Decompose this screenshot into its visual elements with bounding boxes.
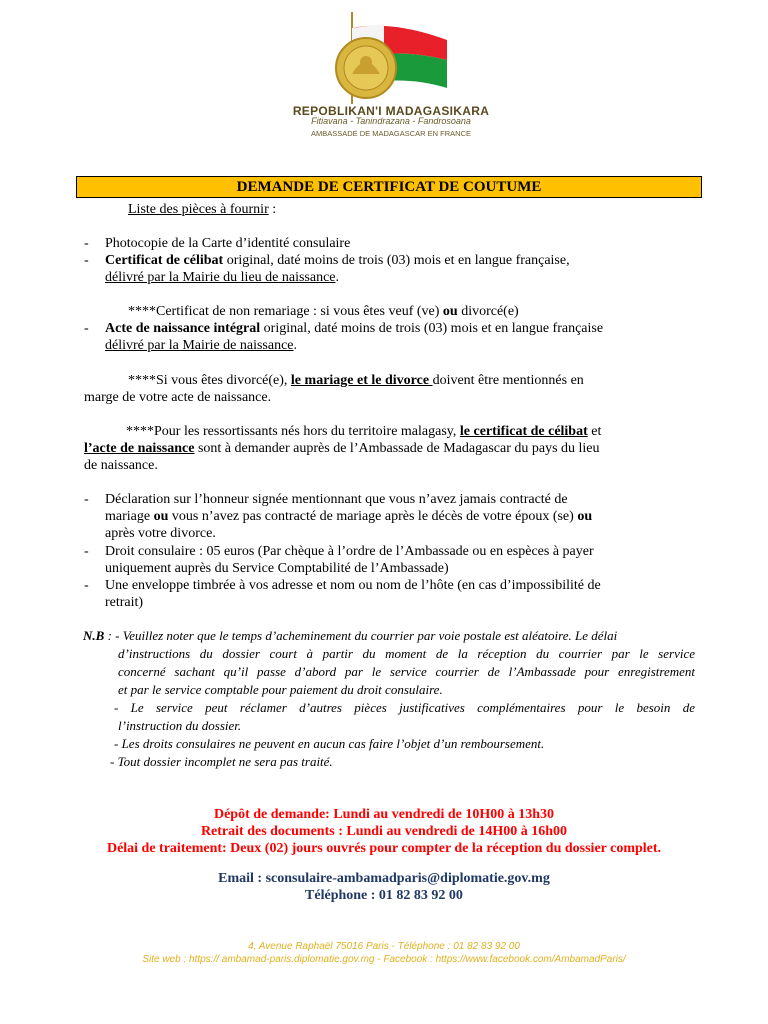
list-item: Acte de naissance intégral original, daté moins de trois (03) mois et en langue française: [105, 321, 604, 336]
list-item-continuation: mariage ou vous n’avez pas contracté de mariage après le décès de votre époux (se) ou: [105, 509, 593, 524]
list-dash: -: [84, 492, 89, 507]
list-dash: -: [84, 236, 89, 251]
list-item: Une enveloppe timbrée à vos adresse et nom ou nom de l’hôte (en cas d’impossibilité de: [105, 578, 601, 593]
list-item-continuation: délivré par la Mairie de naissance.: [105, 338, 298, 353]
contact-phone: Téléphone : 01 82 83 92 00: [305, 888, 463, 903]
nb-line: et par le service comptable pour paiement du droit consulaire.: [118, 682, 443, 697]
list-item: Droit consulaire : 05 euros (Par chèque à l’ordre de l’Ambassade ou en espèces à payer: [105, 544, 594, 559]
nb-line: - Le service peut réclamer d’autres pièces justificatives complémentaires pour le besoin de: [114, 700, 695, 715]
logo-motto: Fitiavana - Tanindrazana - Fandrosoana: [311, 116, 471, 126]
note-divorce: ****Si vous êtes divorcé(e), le mariage et le divorce doivent être mentionnés en: [128, 373, 584, 388]
list-item: Photocopie de la Carte d’identité consulaire: [105, 236, 351, 251]
nb-line: d’instructions du dossier court à partir du moment de la réception du courrier par le service: [118, 646, 695, 661]
note-ressortissants: ****Pour les ressortissants nés hors du territoire malagasy, le certificat de célibat et: [126, 424, 602, 439]
list-item-continuation: uniquement auprès du Service Comptabilité de l’Ambassade): [105, 561, 449, 576]
list-item-continuation: retrait): [105, 595, 144, 610]
madagascar-seal-flag-icon: [322, 10, 462, 105]
list-item-continuation: après votre divorce.: [105, 526, 216, 541]
document-title: DEMANDE DE CERTIFICAT DE COUTUME: [76, 176, 702, 198]
list-item: Certificat de célibat original, daté moins de trois (03) mois et en langue française,: [105, 253, 570, 268]
note-remariage: ****Certificat de non remariage : si vous êtes veuf (ve) ou divorcé(e): [128, 304, 519, 319]
list-dash: -: [84, 321, 89, 336]
depot-hours: Dépôt de demande: Lundi au vendredi de 10H00 à 13h30: [213, 807, 555, 822]
note-ressortissants-continuation: de naissance.: [84, 458, 158, 473]
list-dash: -: [84, 578, 89, 593]
nb-line: - Les droits consulaires ne peuvent en aucun cas faire l’objet d’un remboursement.: [114, 736, 545, 751]
delai-traitement: Délai de traitement: Deux (02) jours ouvrés pour compter de la réception du dossier complet.: [106, 841, 662, 856]
nb-line: concerné sachant qu’il passe d’abord par le service courrier de l’Ambassade pour enregistrement: [118, 664, 695, 679]
nb-line: - Tout dossier incomplet ne sera pas traité.: [110, 754, 333, 769]
list-item-continuation: délivré par la Mairie du lieu de naissance.: [105, 270, 340, 285]
note-divorce-continuation: marge de votre acte de naissance.: [84, 390, 272, 405]
embassy-logo: [276, 10, 506, 138]
note-ressortissants-continuation: l’acte de naissance sont à demander auprès de l’Ambassade de Madagascar du pays du lieu: [84, 441, 600, 456]
nb-line: N.B : - Veuillez noter que le temps d’acheminement du courrier par voie postale est aléatoire. Le délai: [83, 628, 618, 643]
retrait-hours: Retrait des documents : Lundi au vendredi de 14H00 à 16h00: [200, 824, 568, 839]
list-dash: -: [84, 253, 89, 268]
contact-email: Email : sconsulaire-ambamadparis@diplomatie.gov.mg: [218, 871, 550, 886]
footer-address: 4, Avenue Raphaël 75016 Paris - Téléphone : 01 82 83 92 00: [248, 941, 520, 952]
logo-subtitle: AMBASSADE DE MADAGASCAR EN FRANCE: [310, 129, 472, 138]
footer-links: Site web : https:// ambamad-paris.diplomatie.gov.mg - Facebook : https://www.facebook.com/AmbamadParis/: [142, 954, 626, 965]
logo-title: REPOBLIKAN'I MADAGASIKARA: [292, 104, 490, 118]
nb-line: l’instruction du dossier.: [118, 718, 242, 733]
list-dash: -: [84, 544, 89, 559]
list-item: Déclaration sur l’honneur signée mentionnant que vous n’avez jamais contracté de: [105, 492, 568, 507]
list-heading: Liste des pièces à fournir :: [128, 202, 277, 217]
